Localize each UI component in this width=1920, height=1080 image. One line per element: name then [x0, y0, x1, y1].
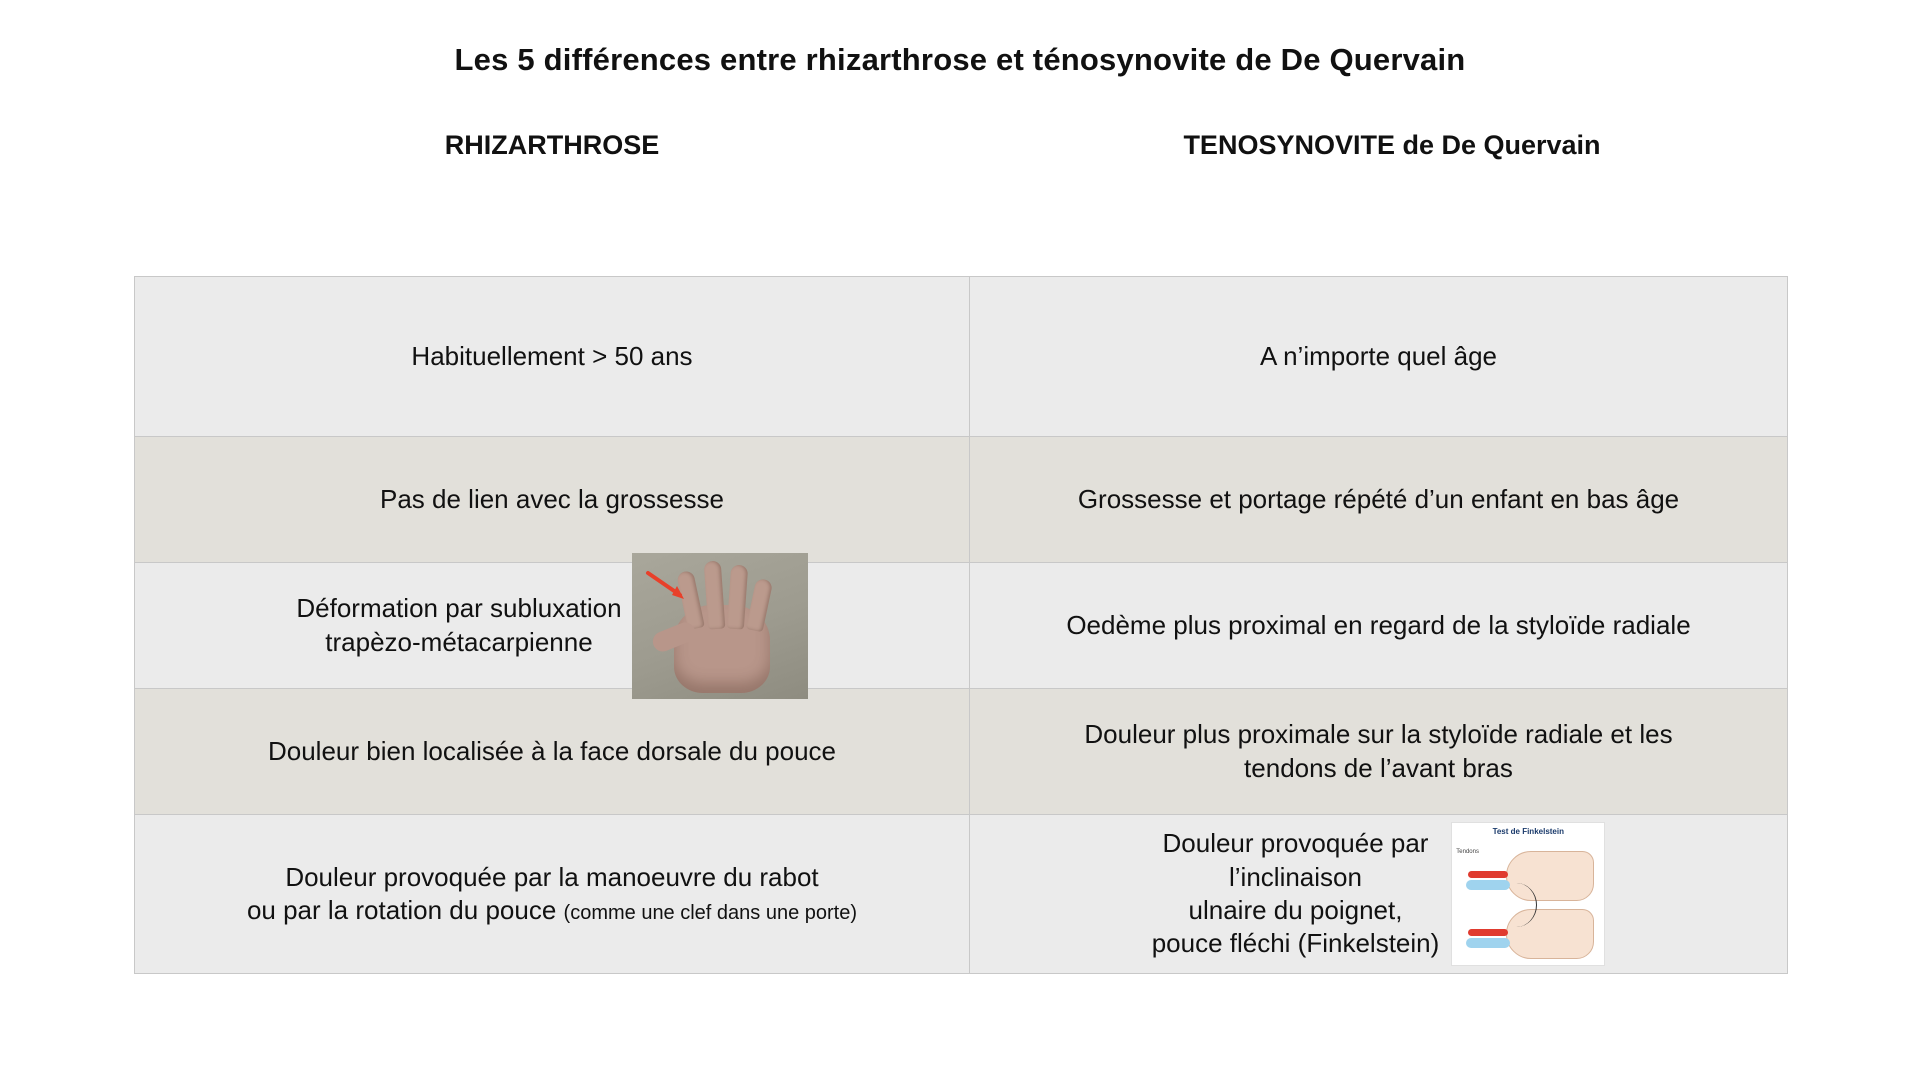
cell-text-line-4: pouce fléchi (Finkelstein) [1151, 928, 1440, 959]
cell-tenosynovite-grossesse: Grossesse et portage répété d’un enfant en bas âge [1077, 483, 1680, 514]
cell-tenosynovite-age: A n’importe quel âge [1259, 340, 1498, 371]
cell-text [1152, 827, 1440, 960]
table-row [135, 277, 1787, 437]
column-header-rhizarthrose: RHIZARTHROSE [444, 130, 660, 160]
table-row [135, 815, 1787, 973]
table-row [135, 437, 1787, 563]
cell-tenosynovite-finkelstein [970, 815, 1787, 973]
cell-text-line-3: ulnaire du poignet, [1188, 895, 1403, 925]
table-row [135, 689, 1787, 815]
cell-rhizarthrose-deformation [135, 563, 970, 688]
column-header-tenosynovite: TENOSYNOVITE de De Quervain [1183, 130, 1601, 160]
comparison-table [134, 276, 1788, 974]
cell-text-line-2-main: ou par la rotation du pouce [246, 895, 557, 925]
cell-text-note: (comme une clef dans une porte) [563, 902, 858, 924]
cell-rhizarthrose-age: Habituellement > 50 ans [135, 277, 970, 436]
slide-page [0, 42, 1920, 1080]
cell-rhizarthrose-grossesse: Pas de lien avec la grossesse [135, 437, 970, 562]
cell-text [296, 592, 621, 659]
inflamed-tendon-shape [1468, 929, 1508, 936]
red-arrow-icon [644, 569, 688, 599]
table-row [135, 563, 1787, 689]
cell-tenosynovite-oedeme: Oedème plus proximal en regard de la styloïde radiale [1066, 609, 1691, 640]
cell-text-line-1: Douleur provoquée par la manoeuvre du rabot [285, 861, 819, 892]
cell-text-line-2: trapèzo-métacarpienne [325, 626, 593, 657]
finger-shape [745, 577, 772, 631]
tendon-sheath-shape [1466, 938, 1510, 948]
motion-arc-shape [1496, 883, 1537, 927]
hand-deformity-photo [632, 553, 808, 699]
cell-text-line-1: Douleur plus proximale sur la styloïde radiale et les [1084, 719, 1673, 750]
cell-rhizarthrose-douleur-localisee: Douleur bien localisée à la face dorsale du pouce [135, 689, 970, 814]
cell-text [1084, 718, 1672, 785]
cell-text-line-1: Douleur provoquée par [1162, 828, 1429, 859]
cell-rhizarthrose-manoeuvre-rabot [135, 815, 970, 973]
inflamed-tendon-shape [1468, 871, 1508, 878]
finkelstein-test-illustration [1451, 822, 1605, 966]
cell-text-line-2: tendons de l’avant bras [1244, 752, 1513, 783]
page-title: Les 5 différences entre rhizarthrose et ténosynovite de De Quervain [454, 42, 1466, 77]
illustration-caption: Test de Finkelstein [1492, 827, 1564, 836]
cell-text-line-2 [247, 894, 857, 927]
column-headers [0, 130, 1920, 161]
illustration-label: Tendons [1456, 849, 1479, 855]
cell-text [247, 861, 857, 928]
cell-text-line-1: Déformation par subluxation [296, 593, 622, 624]
cell-text-line-2: l’inclinaison [1229, 861, 1362, 892]
cell-tenosynovite-douleur-proximale [970, 689, 1787, 814]
